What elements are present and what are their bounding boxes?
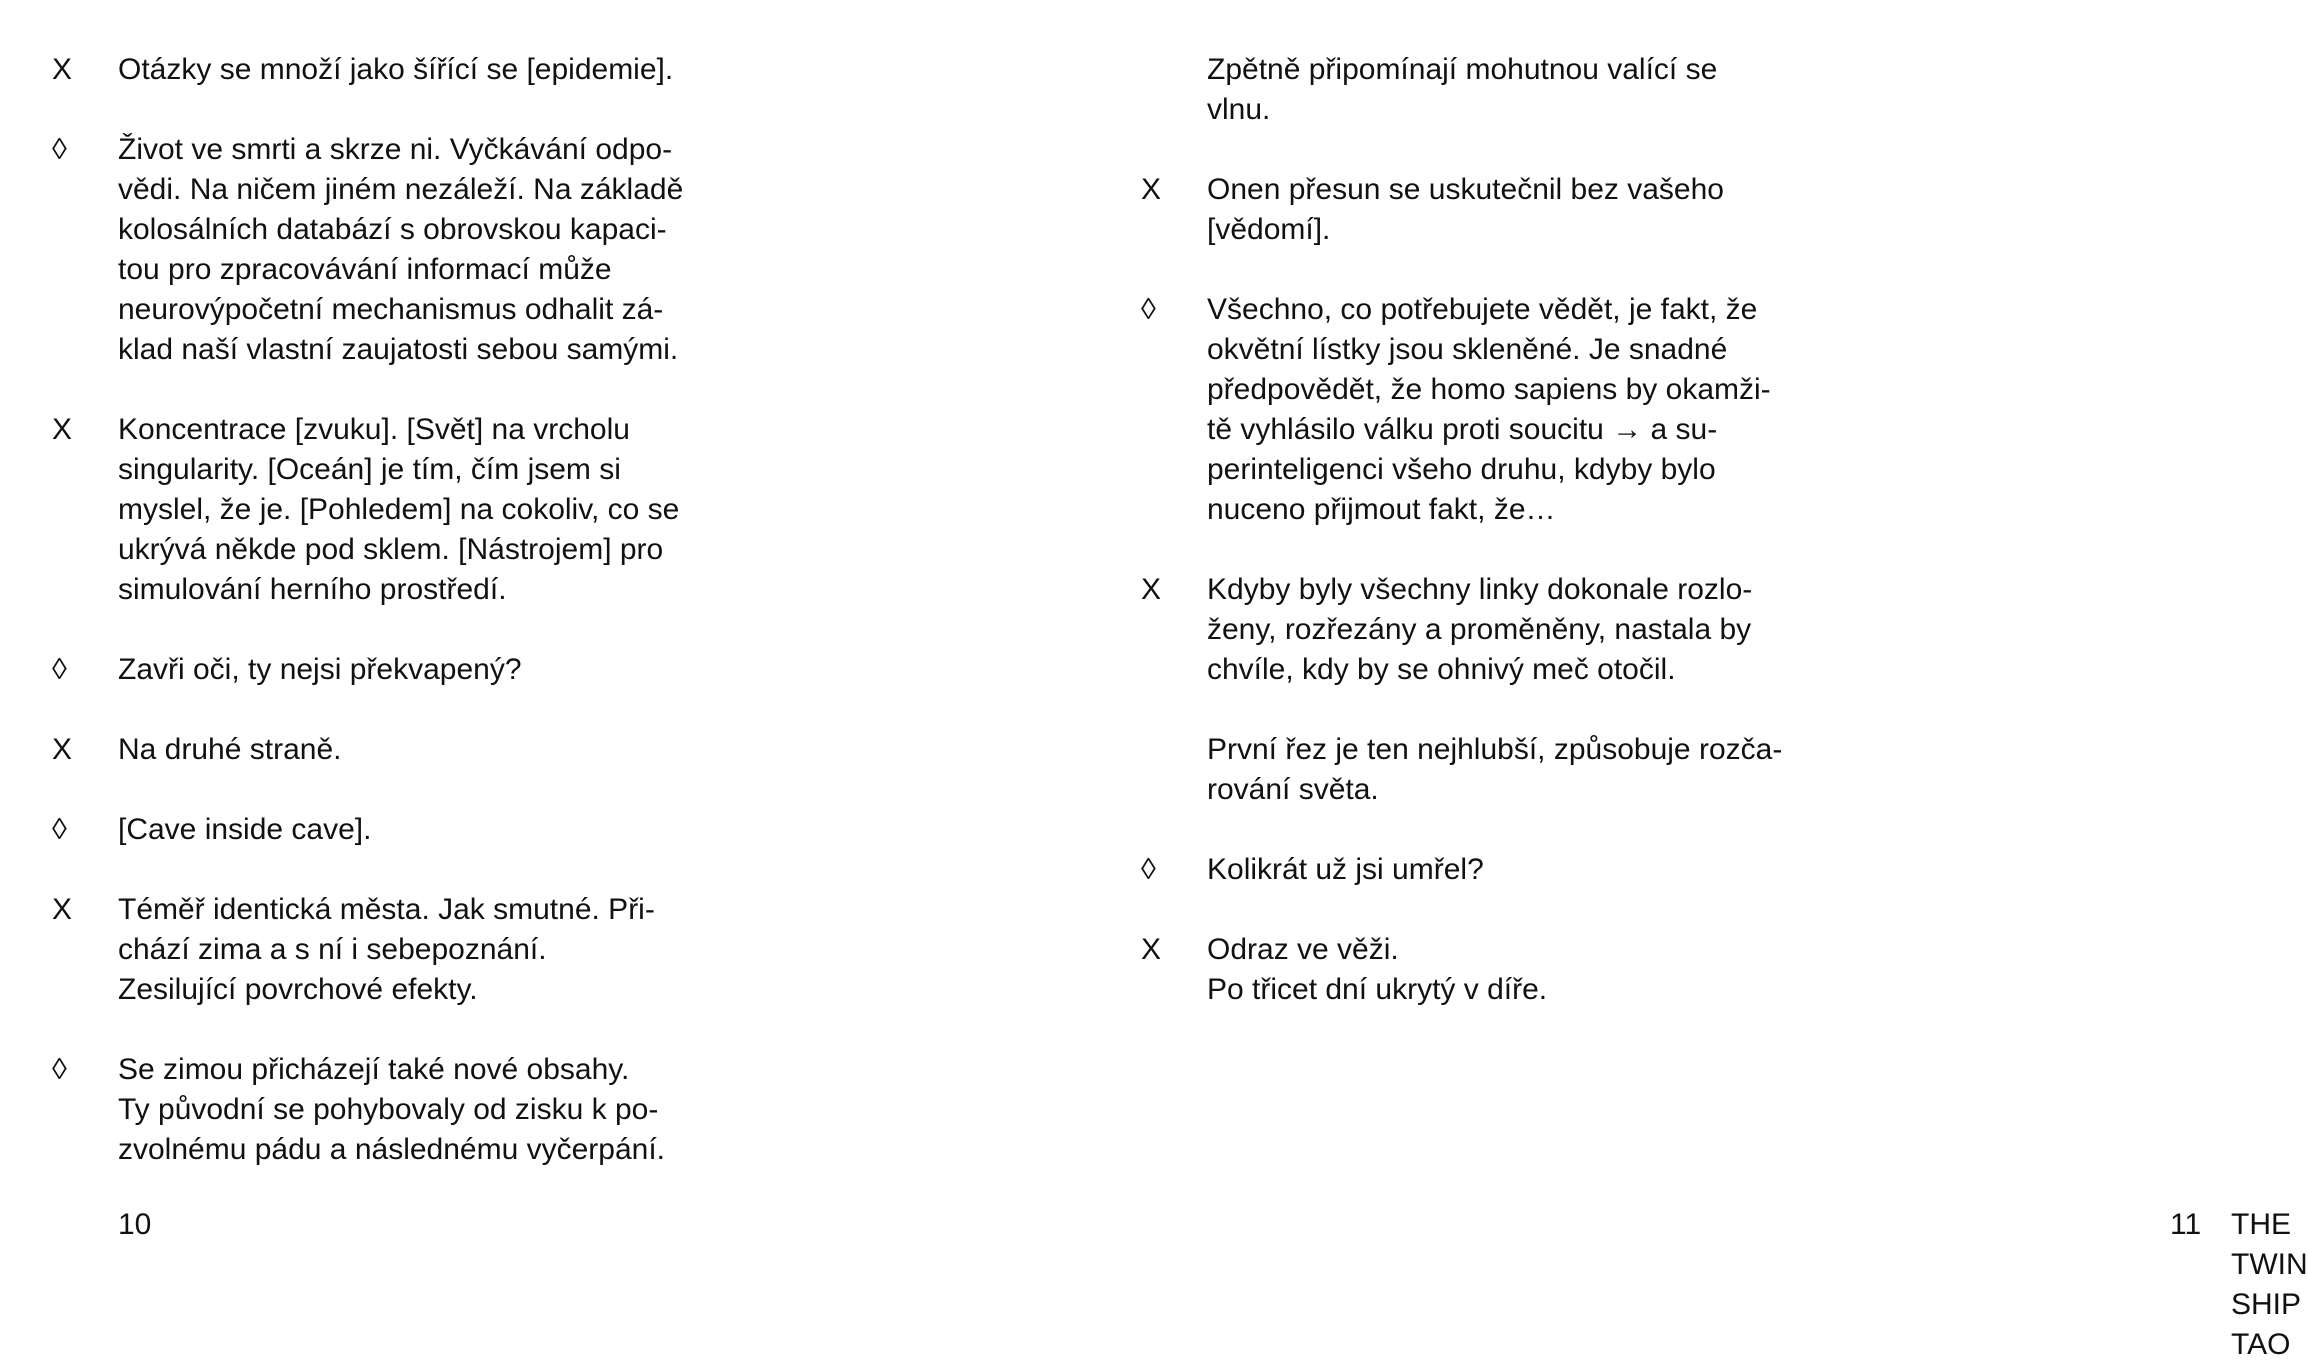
entry-text: První řez je ten nejhlubší, způsobuje rozča- rování světa. — [1207, 733, 1783, 806]
x-marker: X — [52, 413, 73, 446]
entry — [1141, 170, 1911, 250]
lozenge-marker: ◊ — [52, 1053, 67, 1086]
entry — [1141, 850, 1911, 890]
entry-text: Všechno, co potřebujete vědět, je fakt, že okvětní lístky jsou skleněné. Je snadné předpovědět, že homo sapiens by okamži- tě vyhlásilo válku proti soucitu → a su- perinteligenci všeho druhu, kdyby bylo nuceno přijmout fakt, že… — [1207, 293, 1771, 526]
entry — [1141, 570, 1911, 690]
entry-text: Otázky se množí jako šířící se [epidemie]. — [118, 53, 674, 86]
entry — [52, 810, 955, 850]
entry — [52, 130, 955, 370]
entry-text: Téměř identická města. Jak smutné. Při- chází zima a s ní i sebepoznání. Zesilující povrchové efekty. — [118, 893, 655, 1006]
left-entries — [52, 50, 955, 1210]
left-page — [0, 0, 955, 1277]
entry — [52, 1050, 955, 1170]
entry — [52, 50, 955, 90]
entry-text: Kolikrát už jsi umřel? — [1207, 853, 1484, 886]
x-marker: X — [52, 893, 73, 926]
entry-text: Onen přesun se uskutečnil bez vašeho [vědomí]. — [1207, 173, 1724, 246]
right-entries — [1141, 50, 1911, 1050]
entry — [52, 410, 955, 610]
page-number-right: 11 — [2170, 1208, 2202, 1241]
page-number-left: 10 — [118, 1208, 152, 1241]
x-marker: X — [1141, 573, 1162, 606]
lozenge-marker: ◊ — [52, 133, 67, 166]
entry — [52, 890, 955, 1010]
entry-text: [Cave inside cave]. — [118, 813, 372, 846]
x-marker: X — [52, 733, 73, 766]
entry-text: Zavři oči, ty nejsi překvapený? — [118, 653, 522, 686]
lozenge-marker: ◊ — [1141, 293, 1156, 326]
entry-text: Zpětně připomínají mohutnou valící se vlnu. — [1207, 53, 1718, 126]
lozenge-marker: ◊ — [52, 653, 67, 686]
x-marker: X — [1141, 933, 1162, 966]
entry — [1141, 930, 1911, 1010]
entry — [52, 650, 955, 690]
lozenge-marker: ◊ — [1141, 853, 1156, 886]
entry — [1141, 730, 1911, 810]
entry-text: Na druhé straně. — [118, 733, 342, 766]
running-title: THE TWIN SHIP TAO — [2231, 1208, 2308, 1361]
entry — [1141, 290, 1911, 530]
x-marker: X — [52, 53, 73, 86]
entry-text: Koncentrace [zvuku]. [Svět] na vrcholu singularity. [Oceán] je tím, čím jsem si myslel, že je. [Pohledem] na cokoliv, co se ukrývá někde pod sklem. [Nástrojem] pro simulování herního prostředí. — [118, 413, 680, 606]
entry-text: Kdyby byly všechny linky dokonale rozlo- ženy, rozřezány a proměněny, nastala by chvíle, kdy by se ohnivý meč otočil. — [1207, 573, 1753, 686]
entry-text: Odraz ve věži. Po třicet dní ukrytý v díře. — [1207, 933, 1548, 1006]
lozenge-marker: ◊ — [52, 813, 67, 846]
entry-text: Se zimou přicházejí také nové obsahy. Ty původní se pohybovaly od zisku k po- zvolnému pádu a následnému vyčerpání. — [118, 1053, 666, 1166]
entry-text: Život ve smrti a skrze ni. Vyčkávání odpo- vědi. Na ničem jiném nezáleží. Na základě kolosálních databází s obrovskou kapaci- tou pro zpracovávání informací může neurovýpočetní mechanismus odhalit zá- klad naší vlastní zaujatosti sebou samými. — [118, 133, 684, 366]
x-marker: X — [1141, 173, 1162, 206]
entry — [52, 730, 955, 770]
entry — [1141, 50, 1911, 130]
